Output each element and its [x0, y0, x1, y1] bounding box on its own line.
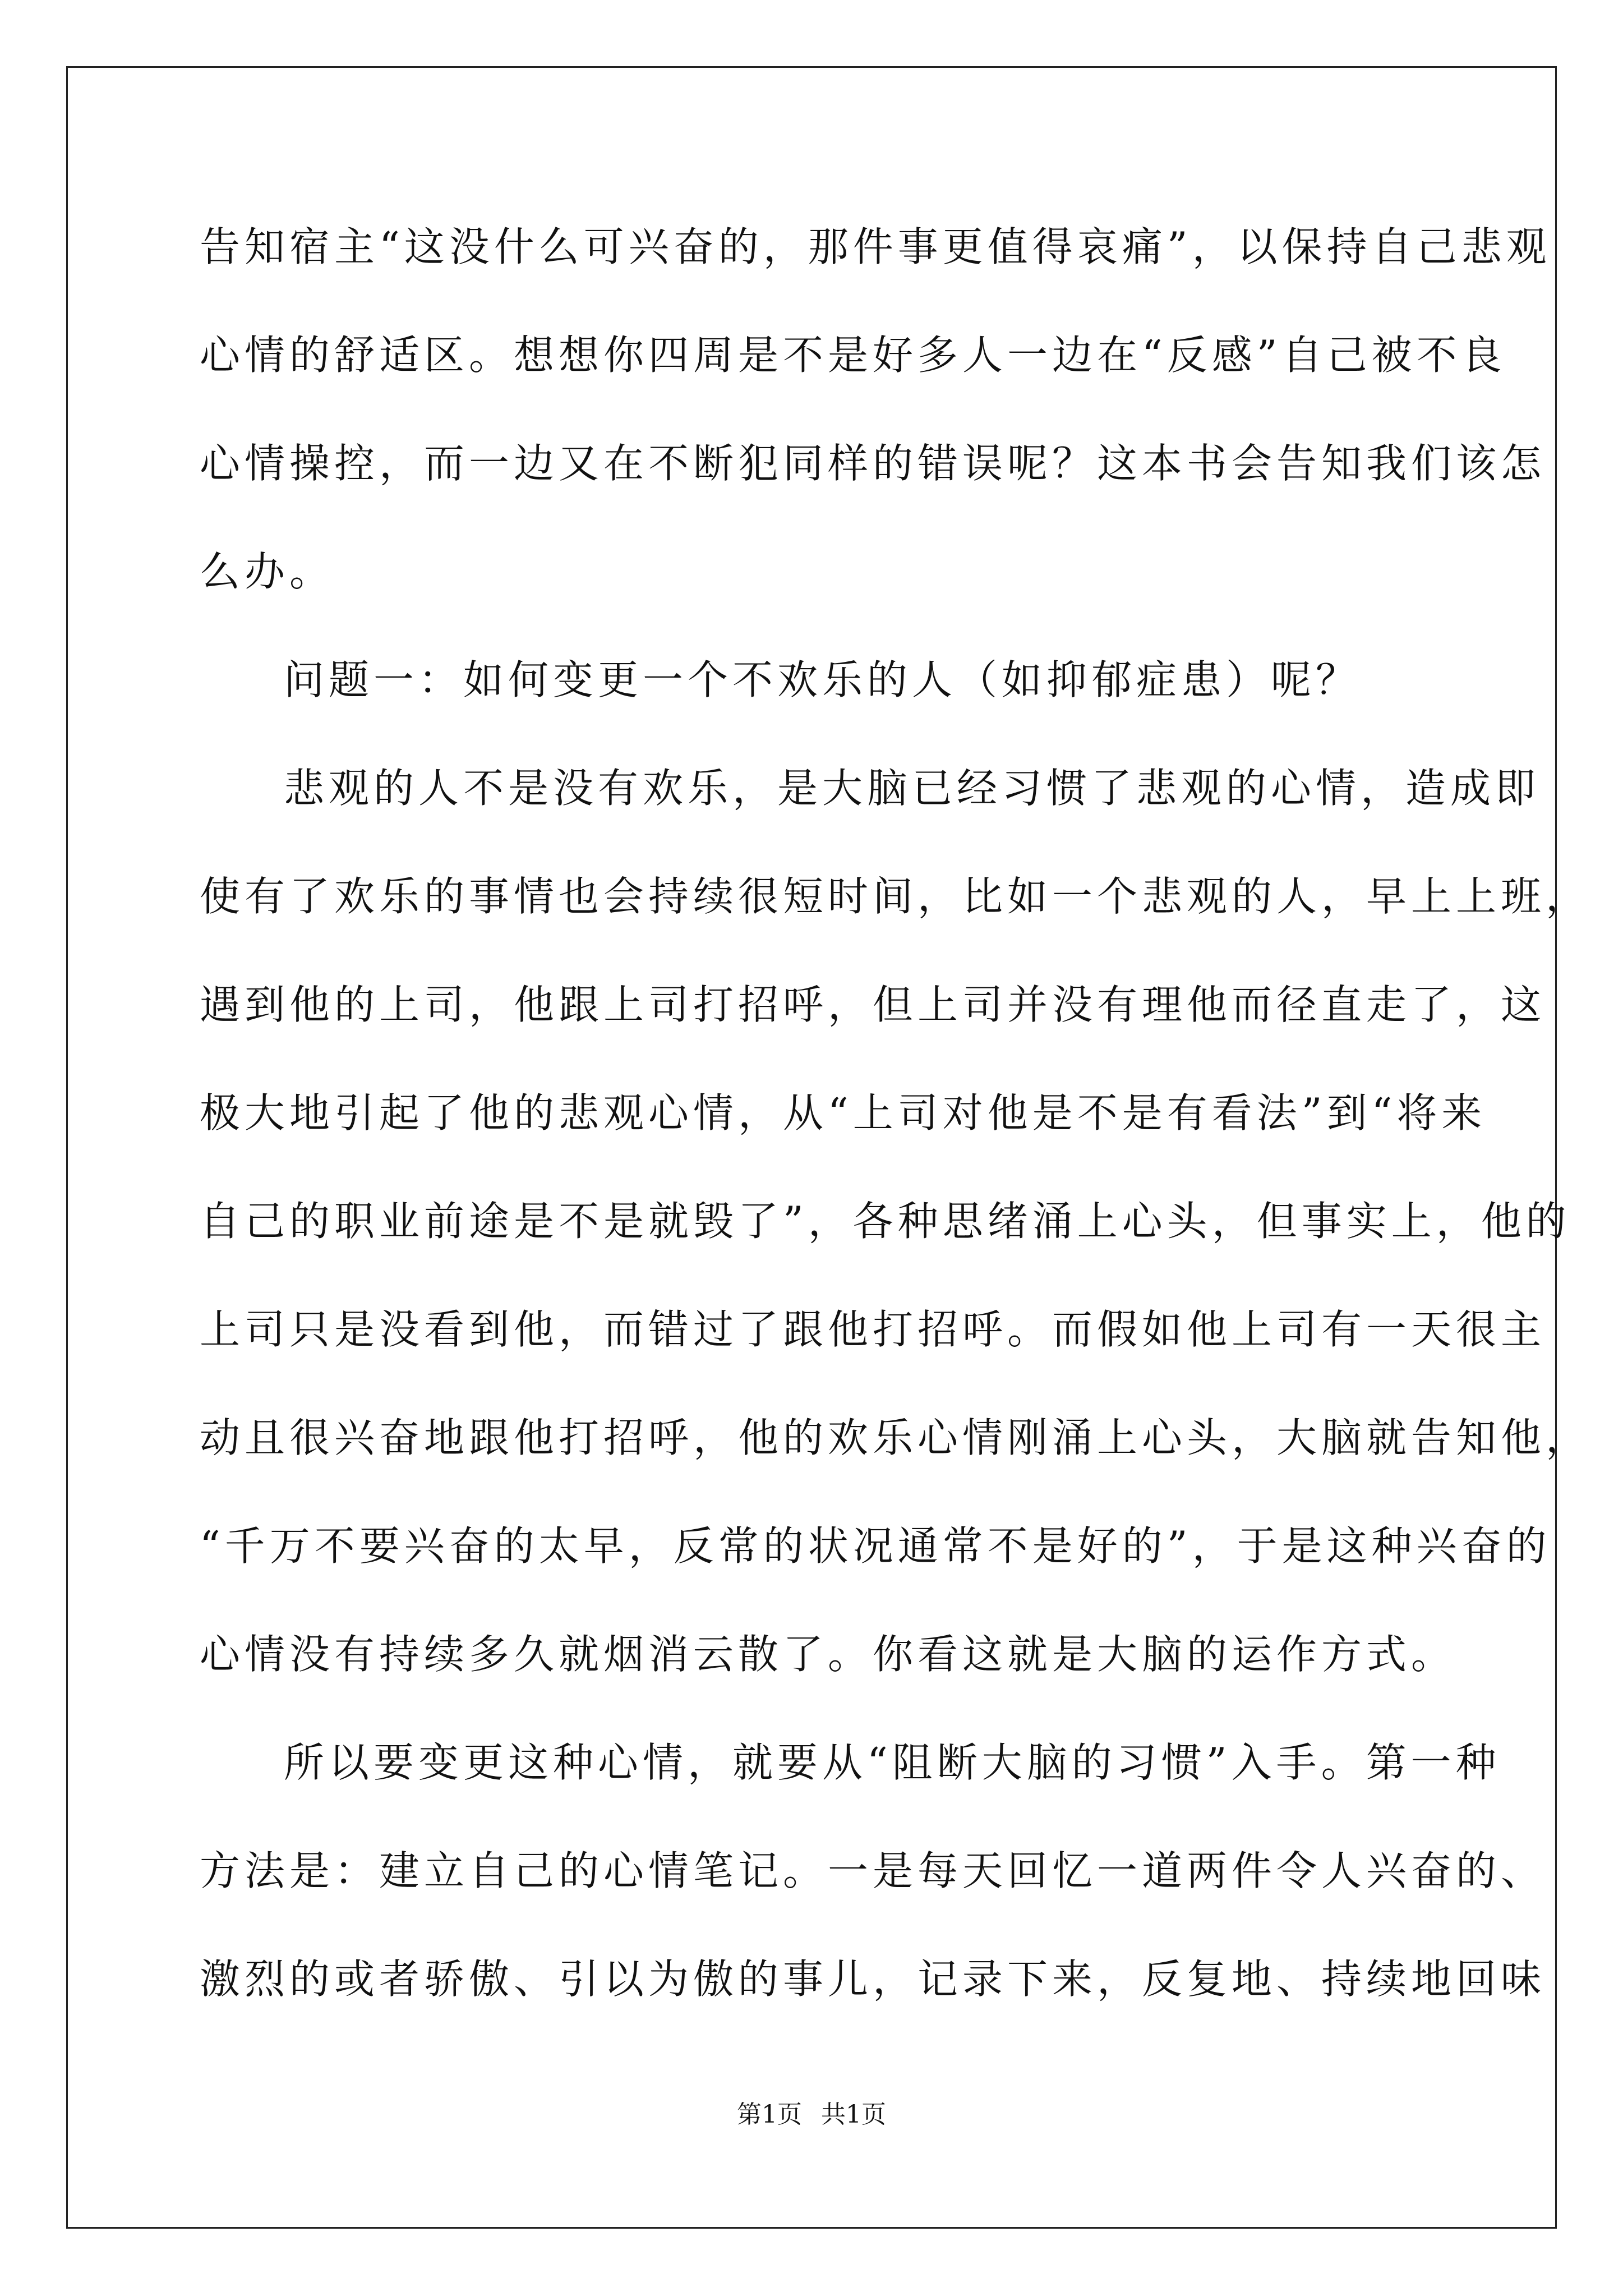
text-line: “千万不要兴奋的太早，反常的状况通常不是好的”，于是这种兴奋的 [200, 1522, 1551, 1570]
text-line: 遇到他的上司，他跟上司打招呼，但上司并没有理他而径直走了，这 [200, 981, 1546, 1028]
text-line: 么办。 [200, 548, 335, 595]
text-line: 极大地引起了他的悲观心情，从“上司对他是不是有看法”到“将来 [200, 1089, 1487, 1137]
page-footer [0, 2098, 1623, 2132]
text-line: 问题一：如何变更一个不欢乐的人（如抑郁症患）呢？ [284, 656, 1361, 703]
text-line: 动且很兴奋地跟他打招呼，他的欢乐心情刚涌上心头，大脑就告知他， [200, 1414, 1591, 1461]
text-line: 方法是：建立自己的心情笔记。一是每天回忆一道两件令人兴奋的、 [200, 1847, 1546, 1894]
document-body [200, 213, 1591, 2054]
text-line: 自己的职业前途是不是就毁了”，各种思绪涌上心头，但事实上，他的 [200, 1198, 1571, 1245]
text-line: 所以要变更这种心情，就要从“阻断大脑的习惯”入手。第一种 [284, 1739, 1501, 1786]
text-line: 心情没有持续多久就烟消云散了。你看这就是大脑的运作方式。 [200, 1631, 1456, 1678]
text-line: 悲观的人不是没有欢乐，是大脑已经习惯了悲观的心情，造成即 [284, 765, 1541, 812]
text-line: 告知宿主“这没什么可兴奋的，那件事更值得哀痛”，以保持自己悲观 [200, 223, 1551, 270]
text-line: 激烈的或者骄傲、引以为傲的事儿，记录下来，反复地、持续地回味 [200, 1955, 1546, 2003]
text-line: 上司只是没看到他，而错过了跟他打招呼。而假如他上司有一天很主 [200, 1306, 1546, 1353]
text-line: 心情的舒适区。想想你四周是不是好多人一边在“反感”自己被不良 [200, 332, 1506, 379]
page-total: 共1页 [821, 2100, 886, 2129]
text-line: 使有了欢乐的事情也会持续很短时间，比如一个悲观的人，早上上班， [200, 873, 1591, 920]
page-number: 第1页 [737, 2100, 802, 2129]
text-line: 心情操控，而一边又在不断犯同样的错误呢？这本书会告知我们该怎 [200, 440, 1546, 487]
